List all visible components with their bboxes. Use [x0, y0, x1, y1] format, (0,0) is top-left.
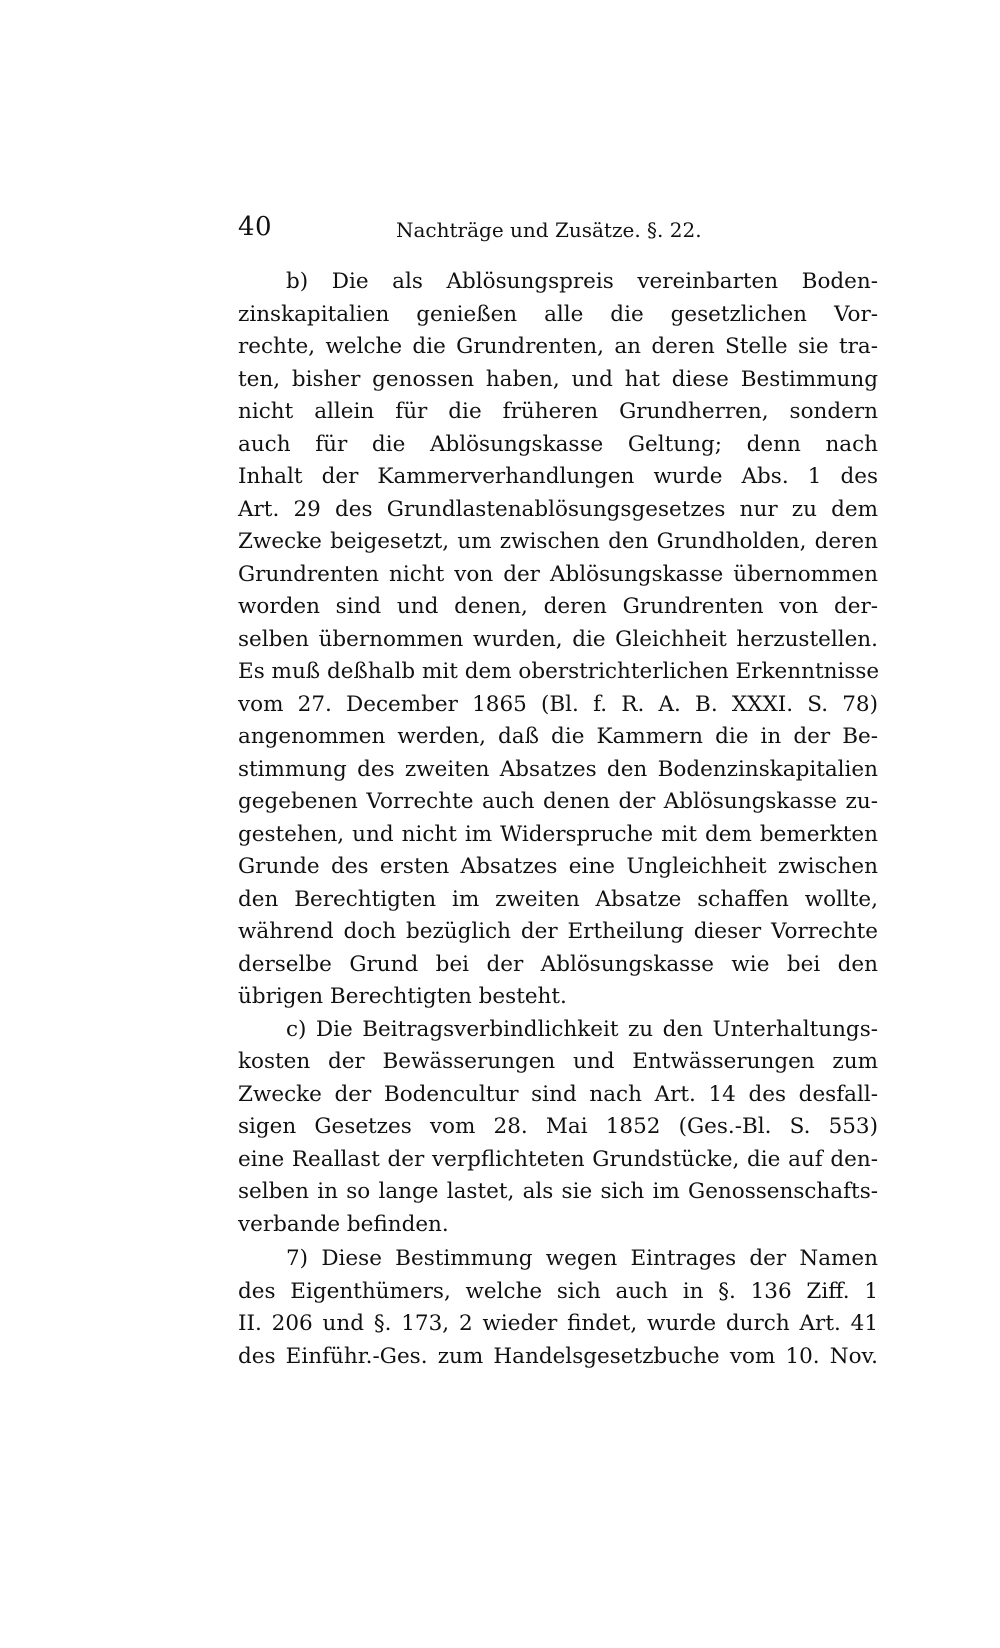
- body-text: [238, 266, 878, 1373]
- paragraph-b-line: vom 27. December 1865 (Bl. f. R. A. B. XXXI. S. 78): [238, 691, 878, 717]
- page-number: 40: [238, 212, 273, 242]
- paragraph-c-line: eine Reallast der verpflichteten Grundstücke, die auf den-: [238, 1146, 878, 1172]
- footnote-7-line: 7) Diese Bestimmung wegen Eintrages der Namen: [286, 1246, 878, 1271]
- footnote-7-line: des Eigenthümers, welche sich auch in §. 136 Ziff. 1: [238, 1278, 878, 1304]
- paragraph-c-line: c) Die Beitragsverbindlichkeit zu den Unterhaltungs-: [286, 1016, 878, 1042]
- paragraph-c-line: kosten der Bewässerungen und Entwässerungen zum: [238, 1049, 878, 1074]
- paragraph-b-line: nicht allein für die früheren Grundherren, sondern: [238, 399, 878, 424]
- paragraph-b-line: rechte, welche die Grundrenten, an deren Stelle sie tra-: [238, 334, 878, 359]
- paragraph-b-line: Zwecke beigesetzt, um zwischen den Grundholden, deren: [238, 529, 878, 554]
- running-title: Nachträge und Zusätze. §. 22.: [396, 218, 702, 242]
- paragraph-c-line: Zwecke der Bodencultur sind nach Art. 14 des desfall-: [238, 1081, 878, 1107]
- paragraph-b-line: Grunde des ersten Absatzes eine Ungleichheit zwischen: [238, 854, 878, 879]
- paragraph-c-line: verbande befinden.: [238, 1211, 449, 1237]
- paragraph-b-line: selben übernommen wurden, die Gleichheit herzustellen.: [238, 626, 878, 652]
- paragraph-b-line: gegebenen Vorrechte auch denen der Ablösungskasse zu-: [238, 789, 878, 814]
- paragraph-b-line: zinskapitalien genießen alle die gesetzlichen Vor-: [238, 301, 878, 327]
- paragraph-b-line: Grundrenten nicht von der Ablösungskasse übernommen: [238, 561, 878, 587]
- paragraph-b-line: übrigen Berechtigten besteht.: [238, 984, 567, 1009]
- paragraph-b-line: ten, bisher genossen haben, und hat diese Bestimmung: [238, 366, 878, 392]
- paragraph-b-line: derselbe Grund bei der Ablösungskasse wie bei den: [238, 951, 878, 977]
- paragraph-b-line: stimmung des zweiten Absatzes den Bodenzinskapitalien: [238, 756, 878, 782]
- paragraph-b-line: worden sind und denen, deren Grundrenten von der-: [238, 594, 878, 619]
- paragraph-b-line: auch für die Ablösungskasse Geltung; denn nach: [238, 431, 878, 457]
- paragraph-b-line: Art. 29 des Grundlastenablösungsgesetzes nur zu dem: [238, 496, 878, 522]
- footnote-7-line: II. 206 und §. 173, 2 wieder findet, wurde durch Art. 41: [238, 1311, 878, 1336]
- paragraph-b-line: den Berechtigten im zweiten Absatze schaffen wollte,: [238, 886, 878, 912]
- paragraph-c-line: sigen Gesetzes vom 28. Mai 1852 (Ges.-Bl. S. 553): [238, 1114, 878, 1139]
- paragraph-b-line: Inhalt der Kammerverhandlungen wurde Abs. 1 des: [238, 464, 878, 489]
- footnote-7-line: des Einführ.-Ges. zum Handelsgesetzbuche vom 10. Nov.: [238, 1343, 878, 1369]
- paragraph-b-line: angenommen werden, daß die Kammern die in der Be-: [238, 724, 878, 749]
- paragraph-b-line: Es muß deßhalb mit dem oberstrichterlichen Erkenntnisse: [238, 659, 880, 684]
- paragraph-b-line: gestehen, und nicht im Widerspruche mit dem bemerkten: [238, 821, 878, 847]
- paragraph-b-line: während doch bezüglich der Ertheilung dieser Vorrechte: [238, 919, 878, 944]
- paragraph-b-line: b) Die als Ablösungspreis vereinbarten Boden-: [286, 269, 878, 294]
- page-header: [238, 212, 708, 252]
- paragraph-c-line: selben in so lange lastet, als sie sich im Genossenschafts-: [238, 1179, 878, 1204]
